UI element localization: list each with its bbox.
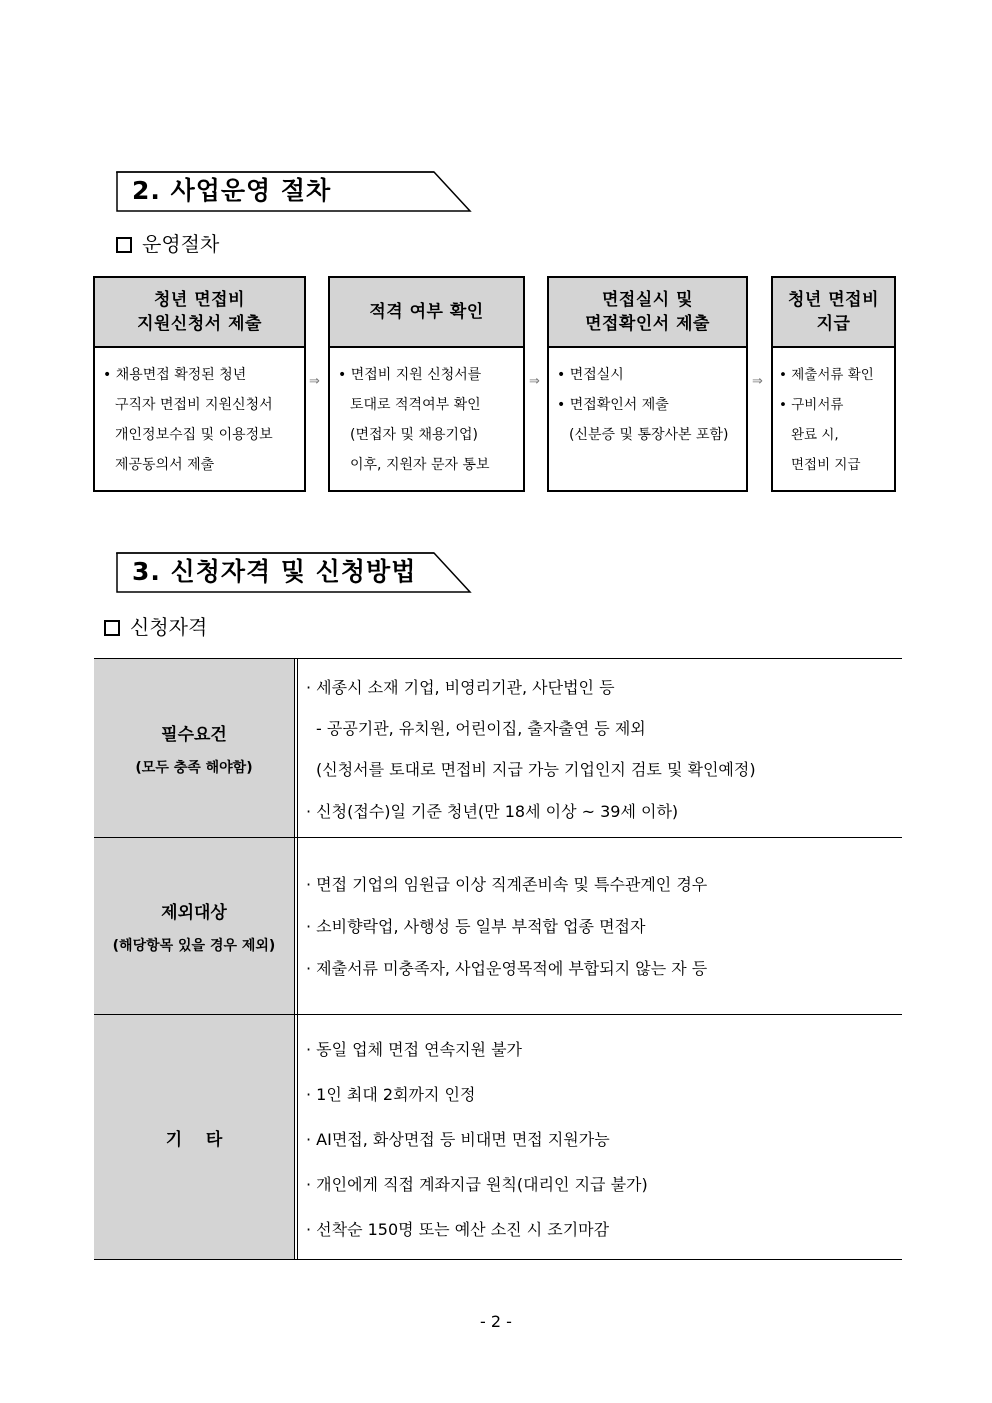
- step-body-line: (면접자 및 채용기업): [350, 427, 479, 443]
- row-label: [94, 659, 294, 837]
- section-2-title: [116, 171, 472, 211]
- subhead-text: 신청자격: [130, 615, 208, 639]
- arrow-icon: ⇒: [752, 374, 763, 389]
- content-line: · 선착순 150명 또는 예산 소진 시 조기마감: [306, 1220, 610, 1239]
- step-body-line: 제공동의서 제출: [115, 457, 215, 473]
- step-body-line: 구직자 면접비 지원신청서: [115, 397, 273, 413]
- content-line: · 동일 업체 면접 연속지원 불가: [306, 1040, 522, 1059]
- step-head-line: 면접실시 및: [601, 290, 694, 310]
- row-label-main: 제외대상: [161, 903, 227, 923]
- content-line: · 1인 최대 2회까지 인정: [306, 1085, 476, 1104]
- section-3-subhead: [104, 613, 207, 641]
- row-label-main: 기 타: [165, 1129, 223, 1150]
- content-line: · 소비향락업, 사행성 등 일부 부적합 업종 면접자: [306, 917, 646, 936]
- double-divider: [294, 1015, 298, 1259]
- step-body-line: 면접비 지급: [791, 457, 861, 473]
- step-1-head: [95, 278, 304, 348]
- section-2-subhead: [116, 230, 219, 258]
- section-3-title-text: 3. 신청자격 및 신청방법: [132, 557, 417, 586]
- step-4: [771, 276, 896, 492]
- double-divider: [294, 659, 298, 837]
- step-2-head: [330, 278, 523, 348]
- step-4-head: [773, 278, 894, 348]
- step-head-line: 청년 면접비: [787, 290, 880, 310]
- step-head-line: 지원신청서 제출: [137, 314, 262, 334]
- step-1: [93, 276, 306, 492]
- step-2: [328, 276, 525, 492]
- step-head-line: 적격 여부 확인: [369, 302, 484, 322]
- row-label-sub: (해당항목 있을 경우 제외): [112, 938, 276, 954]
- step-3-body: [549, 348, 746, 450]
- step-body-line: 완료 시,: [791, 427, 839, 443]
- square-bullet-icon: [116, 237, 132, 253]
- section-3-title: [116, 552, 472, 592]
- content-line: - 공공기관, 유치원, 어린이집, 출자출연 등 제외: [316, 719, 646, 738]
- step-head-line: 청년 면접비: [153, 290, 246, 310]
- step-2-body: [330, 348, 523, 480]
- step-head-line: 지급: [816, 314, 851, 334]
- step-3-head: [549, 278, 746, 348]
- step-head-line: 면접확인서 제출: [585, 314, 710, 334]
- step-body-line: • 제출서류 확인: [779, 367, 874, 383]
- row-label: [94, 838, 294, 1015]
- content-line: · 제출서류 미충족자, 사업운영목적에 부합되지 않는 자 등: [306, 959, 708, 978]
- step-body-line: (신분증 및 통장사본 포함): [569, 427, 729, 443]
- step-body-line: 개인정보수집 및 이용정보: [115, 427, 273, 443]
- step-body-line: • 면접비 지원 신청서를: [338, 367, 482, 383]
- qualification-table: [94, 658, 902, 1260]
- table-row-excluded: [94, 837, 902, 1015]
- subhead-text: 운영절차: [142, 232, 220, 256]
- content-line: (신청서를 토대로 면접비 지급 가능 기업인지 검토 및 확인예정): [316, 760, 756, 779]
- arrow-icon: ⇒: [529, 374, 540, 389]
- step-body-line: 토대로 적격여부 확인: [350, 397, 481, 413]
- content-line: · 신청(접수)일 기준 청년(만 18세 이상 ~ 39세 이하): [306, 802, 679, 821]
- row-label-main: 필수요건: [161, 724, 227, 745]
- content-line: · 개인에게 직접 계좌지급 원칙(대리인 지급 불가): [306, 1175, 648, 1194]
- double-divider: [294, 838, 298, 1015]
- step-4-body: [773, 348, 894, 480]
- square-bullet-icon: [104, 620, 120, 636]
- content-line: · 세종시 소재 기업, 비영리기관, 사단법인 등: [306, 678, 615, 697]
- step-body-line: 이후, 지원자 문자 통보: [350, 457, 490, 473]
- page-number: - 2 -: [480, 1312, 512, 1331]
- section-2-title-text: 2. 사업운영 절차: [132, 176, 332, 205]
- step-3: [547, 276, 748, 492]
- step-body-line: • 면접실시: [557, 367, 624, 383]
- content-line: · AI면접, 화상면접 등 비대면 면접 지원가능: [306, 1130, 610, 1149]
- step-body-line: • 채용면접 확정된 청년: [103, 367, 247, 383]
- table-row-required: [94, 659, 902, 837]
- row-label: [94, 1015, 294, 1259]
- table-row-other: [94, 1014, 902, 1259]
- step-body-line: • 구비서류: [779, 397, 844, 413]
- step-1-body: [95, 348, 304, 480]
- content-line: · 면접 기업의 임원급 이상 직계존비속 및 특수관계인 경우: [306, 875, 708, 894]
- step-body-line: • 면접확인서 제출: [557, 397, 669, 413]
- row-label-sub: (모두 충족 해야함): [135, 759, 253, 776]
- arrow-icon: ⇒: [309, 374, 320, 389]
